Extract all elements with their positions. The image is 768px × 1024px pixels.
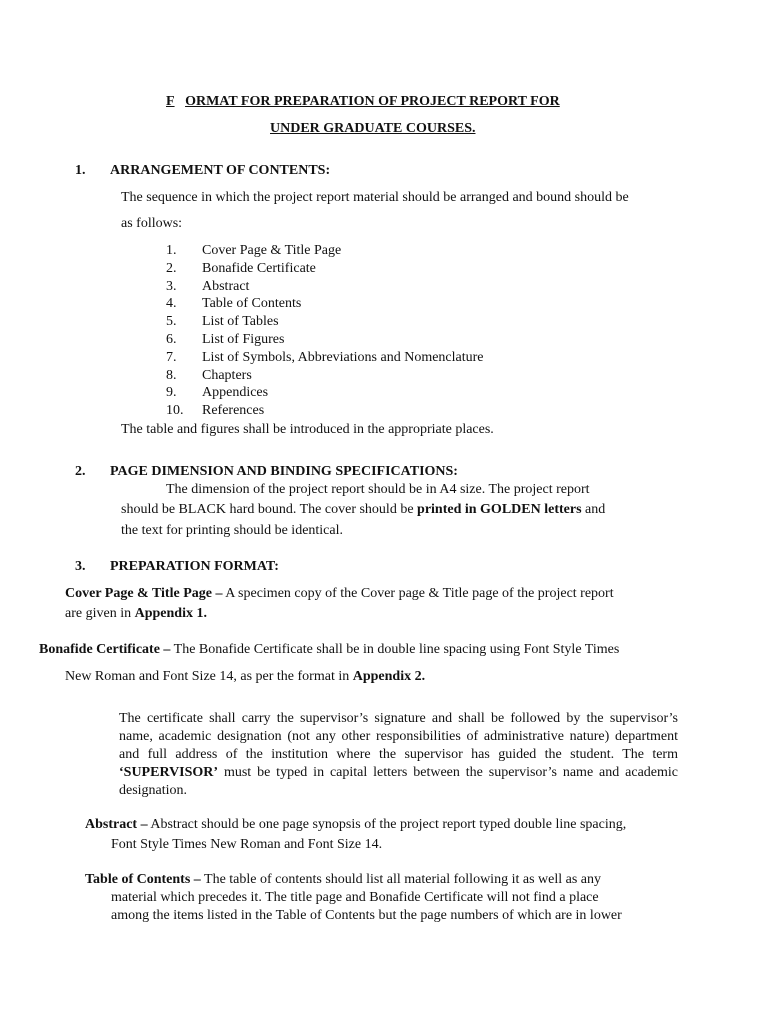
cover-page-term: Cover Page & Title Page –: [65, 586, 223, 601]
list-item: [166, 384, 484, 402]
list-item-label: Chapters: [202, 367, 252, 383]
toc-text: The table of contents should list all material following it as well as any: [200, 872, 601, 887]
list-item-label: List of Tables: [202, 314, 279, 330]
list-item-number: 8.: [166, 367, 177, 383]
cover-page-text: A specimen copy of the Cover page & Title page of the project report: [222, 586, 614, 601]
section2-number: 2.: [75, 464, 86, 479]
list-item-label: References: [202, 403, 265, 419]
list-item-label: Appendices: [202, 385, 269, 401]
contents-list: [166, 242, 484, 420]
list-item-number: 6.: [166, 331, 177, 347]
title-initial: F: [166, 94, 175, 109]
abstract-term: Abstract –: [85, 817, 148, 832]
list-item: [166, 242, 484, 260]
section2-line2-end: and: [581, 502, 606, 517]
list-item-number: 4.: [166, 296, 177, 312]
section1-number: 1.: [75, 163, 86, 178]
cover-page-para-line1: [65, 585, 614, 603]
section1-heading: ARRANGEMENT OF CONTENTS:: [110, 163, 331, 178]
certificate-text: The certificate shall carry the supervisor’s signature and shall be followed by the supervisor’s name, academic designation (not any other responsibilities of administrative nature) department and full address of the institution where the supervisor has guided the student. The term: [119, 711, 678, 762]
title-line1-text: ORMAT FOR PREPARATION OF PROJECT REPORT FOR: [185, 94, 560, 109]
supervisor-term: ‘SUPERVISOR’: [119, 765, 219, 780]
toc-term: Table of Contents –: [85, 872, 201, 887]
list-item: [166, 331, 484, 349]
list-item: [166, 278, 484, 296]
bonafide-term: Bonafide Certificate –: [39, 642, 171, 657]
section2-heading: PAGE DIMENSION AND BINDING SPECIFICATIONS:: [110, 464, 458, 479]
list-item-label: Cover Page & Title Page: [202, 243, 342, 258]
toc-para-line2: material which precedes it. The title page and Bonafide Certificate will not find a place: [111, 890, 599, 905]
section1-intro-line2: as follows:: [121, 216, 183, 231]
list-item: [166, 260, 484, 278]
list-item: [166, 295, 484, 313]
list-item-label: Bonafide Certificate: [202, 260, 316, 276]
list-item: [166, 349, 484, 367]
abstract-text: Abstract should be one page synopsis of the project report typed double line spacing,: [147, 817, 627, 832]
list-item-number: 10.: [166, 403, 184, 419]
certificate-paragraph: [119, 710, 678, 800]
section2-line2: [121, 501, 605, 519]
section3-heading: PREPARATION FORMAT:: [110, 559, 279, 574]
list-item-number: 7.: [166, 349, 177, 365]
bonafide-text2: New Roman and Font Size 14, as per the format in: [65, 669, 353, 684]
list-item-number: 2.: [166, 260, 177, 276]
bonafide-para-line2: [65, 668, 425, 686]
cover-page-para-line2: [65, 605, 207, 623]
list-item: [166, 402, 484, 420]
section2-emphasis: printed in GOLDEN letters: [417, 502, 582, 517]
certificate-text2: must be typed in capital letters between the supervisor’s name and academic designation.: [119, 765, 678, 798]
list-item: [166, 313, 484, 331]
list-item-label: List of Figures: [202, 331, 285, 347]
appendix1-ref: Appendix 1.: [134, 606, 207, 621]
list-item-number: 5.: [166, 314, 177, 330]
list-item-number: 9.: [166, 385, 177, 401]
list-item-label: Table of Contents: [202, 296, 302, 312]
toc-para-line3: among the items listed in the Table of Contents but the page numbers of which are in lower: [111, 908, 622, 923]
cover-page-text2: are given in: [65, 606, 135, 621]
section3-number: 3.: [75, 559, 86, 574]
section2-line1: The dimension of the project report should be in A4 size. The project report: [166, 482, 590, 497]
list-item-number: 1.: [166, 243, 177, 258]
page-title-line2: UNDER GRADUATE COURSES.: [270, 121, 476, 136]
section2-line3: the text for printing should be identical.: [121, 523, 344, 538]
toc-para-line1: [85, 871, 601, 889]
bonafide-para-line1: [39, 641, 619, 659]
bonafide-text: The Bonafide Certificate shall be in double line spacing using Font Style Times: [170, 642, 620, 657]
page-title-line1: [166, 93, 560, 111]
abstract-para-line1: [85, 816, 626, 834]
list-item-label: List of Symbols, Abbreviations and Nomenclature: [202, 349, 484, 365]
section1-closing: The table and figures shall be introduced in the appropriate places.: [121, 422, 494, 437]
list-item: [166, 367, 484, 385]
list-item-label: Abstract: [202, 278, 250, 294]
list-item-number: 3.: [166, 278, 177, 294]
section1-intro-line1: The sequence in which the project report material should be arranged and bound should be: [121, 190, 629, 205]
abstract-para-line2: Font Style Times New Roman and Font Size 14.: [111, 837, 383, 852]
section2-line2-text: should be BLACK hard bound. The cover should be: [121, 502, 418, 517]
appendix2-ref: Appendix 2.: [352, 669, 426, 684]
